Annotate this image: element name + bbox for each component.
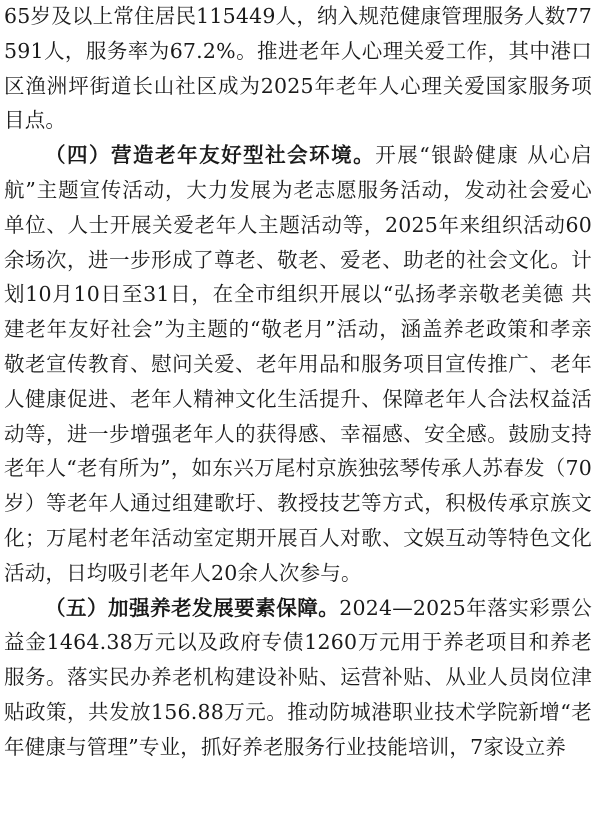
section-heading-five: （五）加强养老发展要素保障。 <box>45 595 340 620</box>
section-heading-four: （四）营造老年友好型社会环境。 <box>45 143 376 168</box>
paragraph-factor-support <box>4 591 592 765</box>
paragraph-friendly-environment <box>4 138 592 590</box>
paragraph-factor-support-text: 2024—2025年落实彩票公益金1464.38万元以及政府专债1260万元用于养老项目和养老服务。落实民办养老机构建设补贴、运营补贴、从业人员岗位津贴政策，共发放156.88万元。推动防城港职业技术学院新增“老年健康与管理”专业，抓好养老服务行业技能培训，7家设立养 <box>4 595 592 759</box>
paragraph-health-management <box>4 0 592 138</box>
paragraph-friendly-environment-text: 开展“银龄健康 从心启航”主题宣传活动，大力发展为老志愿服务活动，发动社会爱心单位、人士开展关爱老年人主题活动等，2025年来组织活动60余场次，进一步形成了尊老、敬老、爱老、助老的社会文化。计划10月10日至31日，在全市组织开展以“弘扬孝亲敬老美德 共建老年友好社会”为主题的“敬老月”活动，涵盖养老政策和孝亲敬老宣传教育、慰问关爱、老年用品和服务项目宣传推广、老年人健康促进、老年人精神文化生活提升、保障老年人合法权益活动等，进一步增强老年人的获得感、幸福感、安全感。鼓励支持老年人“老有所为”，如东兴万尾村京族独弦琴传承人苏春发（70岁）等老年人通过组建歌圩、教授技艺等方式，积极传承京族文化；万尾村老年活动室定期开展百人对歌、文娱互动等特色文化活动，日均吸引老年人20余人次参与。 <box>4 143 593 585</box>
paragraph-health-management-text: 65岁及以上常住居民115449人，纳入规范健康管理服务人数77591人，服务率为67.2%。推进老年人心理关爱工作，其中港口区渔洲坪街道长山社区成为2025年老年人心理关爱国家服务项目点。 <box>4 4 592 133</box>
